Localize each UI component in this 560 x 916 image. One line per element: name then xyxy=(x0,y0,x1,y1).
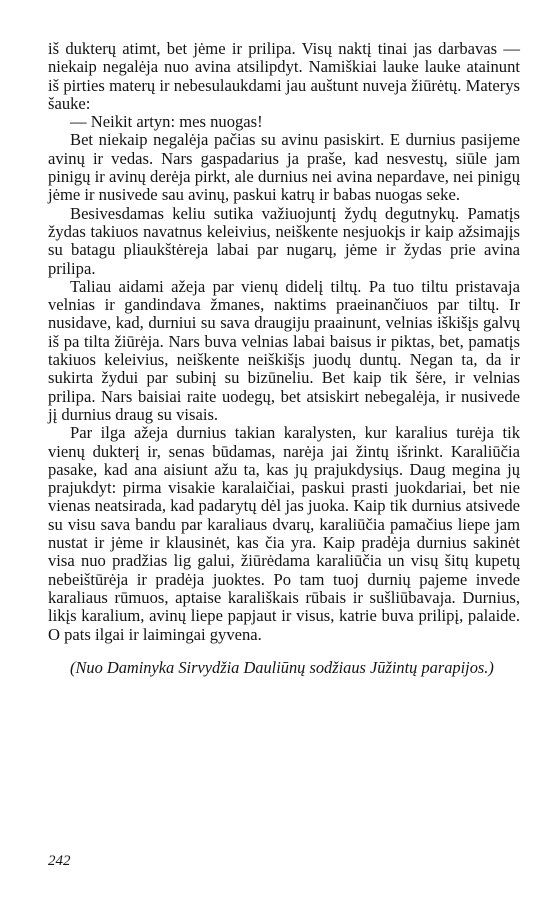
book-page xyxy=(48,40,520,677)
paragraph-3: Bet niekaip negalėja pačias su avinu pasiskirt. E durnius pasijeme avinų ir vedas. Nars gaspadarius ja praše, kad nesvestų, siūle jam pinigų ir avinų derėja pirkt, ale durnius nei avina nepardave, nei pinigų jėme ir nusivede sau avinų, paskui katrų ir babas nuogas seke. xyxy=(48,130,520,205)
paragraph-6: Par ilga ažeja durnius takian karalysten, kur karalius turėja tik vienų dukterį ir, senas būdamas, narėja jai žintų išrinkt. Karaliūčia pasake, kad ana aisiunt ažu ta, kas jų prajukdysiųs. Daug megina jų prajukdyt: pirma visakie karalaičiai, paskui prasti juokdariai, bet nie vienas neatsirada, kad padarytų dėl jas juoka. Kaip tik durnius atsivede su visu sava bandu par karaliaus dvarų, karaliūčia pamačius liepe jam nustat ir jėme ir klausinėt, kas čia yra. Kaip pradėja durnius sakinėt visa nuo pradžias lig galui, žiūrėdama karaliūčia un visų šitų kupetų nebeištūrėja ir pradėja juoktes. Po tam tuoj durnių pajeme invede karaliaus rūmuos, aptaise karališkais rūbais ir sušliūbavaja. Durnius, likįs karalium, avinų liepe papjaut ir visus, katrie buva prilipį, palaide. O pats ilgai ir laimingai gyvena. xyxy=(48,423,520,644)
source-note: (Nuo Daminyka Sirvydžia Dauliūnų sodžiaus Jūžintų parapijos.) xyxy=(70,657,494,677)
paragraph-2-dialogue: — Neikit artyn: mes nuogas! xyxy=(70,112,263,132)
paragraph-4: Besivesdamas keliu sutika važiuojuntį žydų degutnykų. Pamatįs žydas takiuos navatnus keleivius, neiškente nesjuokįs ir kaip ažsimajįs su batagu pliaukštėreja labai par nugarų, jėme ir žydas prie avina prilipa. xyxy=(48,203,520,278)
paragraph-5: Taliau aidami ažeja par vienų didelį tiltų. Pa tuo tiltu pristavaja velnias ir gandindava žmanes, naktims praeinančiuos par tiltų. Ir nusidave, kad, durniui su sava draugiju praainunt, velnias iškišįs galvų iš pa tilta žiūrėja. Nars buva velnias labai baisus ir piktas, bet, pamatįs takiuos keleivius, neiškente neiškišįs juodų duntų. Negan ta, da ir sukirta žydui par subinį su bizūneliu. Bet kaip tik šėre, ir velnias prilipa. Nars baisiai raite uodegų, bet atsiskirt nebegalėja, ir nusivede jį durnius draug su visais. xyxy=(48,276,520,424)
paragraph-1: iš dukterų atimt, bet jėme ir prilipa. Visų naktį tinai jas darbavas — niekaip negalėja nuo avina atsilipdyt. Namiškiai lauke lauke atainunt iš pirties materų ir nebesulaukdami jau auštunt nuveja žiūrėtų. Materys šauke: xyxy=(48,39,520,113)
page-number: 242 xyxy=(48,853,71,869)
